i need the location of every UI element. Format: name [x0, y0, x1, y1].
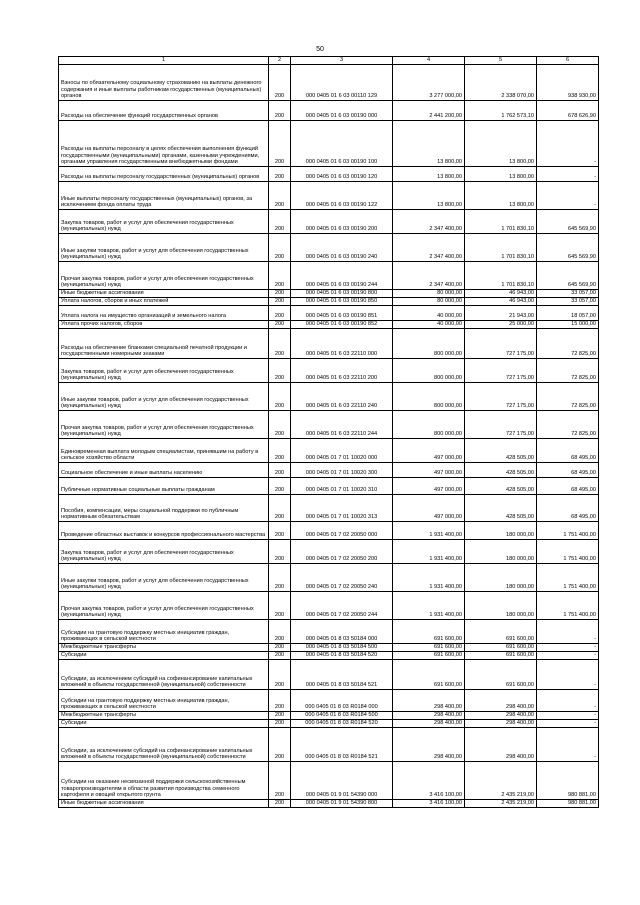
budget-code-cell: 000 0405 01 8 03 R0184 521 — [291, 728, 393, 762]
table-row — [59, 290, 599, 298]
column-header: 6 — [537, 57, 599, 65]
executed-amount-cell: 428 505,00 — [465, 463, 537, 478]
budget-code-cell: 000 0405 01 8 03 50184 520 — [291, 652, 393, 660]
approved-amount-cell: 1 931 400,00 — [393, 540, 465, 564]
line-code-cell: 200 — [269, 644, 291, 652]
line-code-cell: 200 — [269, 800, 291, 808]
remaining-amount-cell: 72 825,00 — [537, 329, 599, 359]
budget-code-cell: 000 0405 01 9 01 54390 800 — [291, 800, 393, 808]
row-name-cell: Межбюджетные трансферты — [59, 644, 269, 652]
row-name-cell: Расходы на обеспечение бланками специальной печатной продукции и государственными номерными знаками — [59, 329, 269, 359]
line-code-cell: 200 — [269, 540, 291, 564]
table-row — [59, 690, 599, 712]
table-row — [59, 522, 599, 540]
budget-code-cell: 000 0405 01 6 03 00190 851 — [291, 306, 393, 321]
row-name-cell: Прочая закупка товаров, работ и услуг для обеспечения государственных (муниципальных) нужд — [59, 411, 269, 439]
executed-amount-cell: 2 435 219,00 — [465, 762, 537, 800]
line-code-cell: 200 — [269, 306, 291, 321]
row-name-cell: Закупка товаров, работ и услуг для обеспечения государственных (муниципальных) нужд — [59, 540, 269, 564]
remaining-amount-cell: - — [537, 712, 599, 720]
executed-amount-cell: 691 600,00 — [465, 644, 537, 652]
line-code-cell: 200 — [269, 411, 291, 439]
approved-amount-cell: 298 400,00 — [393, 712, 465, 720]
table-header-row — [59, 57, 599, 65]
approved-amount-cell: 691 600,00 — [393, 660, 465, 690]
column-header: 4 — [393, 57, 465, 65]
budget-code-cell: 000 0405 01 6 03 22110 240 — [291, 383, 393, 411]
table-row — [59, 720, 599, 728]
row-name-cell: Иные закупки товаров, работ и услуг для обеспечения государственных (муниципальных) нужд — [59, 383, 269, 411]
table-row — [59, 762, 599, 800]
line-code-cell: 200 — [269, 495, 291, 522]
remaining-amount-cell: 645 569,90 — [537, 262, 599, 290]
remaining-amount-cell: 678 626,90 — [537, 101, 599, 121]
budget-code-cell: 000 0405 01 7 02 20050 244 — [291, 592, 393, 620]
budget-code-cell: 000 0405 01 8 03 R0184 520 — [291, 720, 393, 728]
executed-amount-cell: 21 943,00 — [465, 306, 537, 321]
remaining-amount-cell: - — [537, 182, 599, 210]
executed-amount-cell: 2 338 070,00 — [465, 65, 537, 101]
executed-amount-cell: 1 701 830,10 — [465, 234, 537, 262]
row-name-cell: Иные бюджетные ассигнования — [59, 800, 269, 808]
page-number: 50 — [316, 46, 324, 53]
line-code-cell: 200 — [269, 182, 291, 210]
budget-code-cell: 000 0405 01 8 03 50184 500 — [291, 644, 393, 652]
budget-code-cell: 000 0405 01 6 03 00190 240 — [291, 234, 393, 262]
approved-amount-cell: 2 347 400,00 — [393, 262, 465, 290]
approved-amount-cell: 80 000,00 — [393, 290, 465, 298]
approved-amount-cell: 497 000,00 — [393, 495, 465, 522]
remaining-amount-cell: 68 495,00 — [537, 463, 599, 478]
executed-amount-cell: 727 175,00 — [465, 359, 537, 383]
row-name-cell: Иные выплаты персоналу государственных (муниципальных) органов, за исключением фонда оплаты труда — [59, 182, 269, 210]
line-code-cell: 200 — [269, 439, 291, 463]
table-row — [59, 712, 599, 720]
remaining-amount-cell: 1 751 400,00 — [537, 592, 599, 620]
executed-amount-cell: 180 000,00 — [465, 522, 537, 540]
approved-amount-cell: 800 000,00 — [393, 359, 465, 383]
row-name-cell: Уплата налога на имущество организаций и земельного налога — [59, 306, 269, 321]
row-name-cell: Проведение областных выставок и конкурсов профессионального мастерства — [59, 522, 269, 540]
remaining-amount-cell: 72 825,00 — [537, 411, 599, 439]
row-name-cell: Субсидии на оказание несвязанной поддержки сельскохозяйственным товаропроизводителям в области развития производства семенного картофеля и овощей открытого грунта — [59, 762, 269, 800]
executed-amount-cell: 691 600,00 — [465, 652, 537, 660]
executed-amount-cell: 1 701 830,10 — [465, 262, 537, 290]
table-row — [59, 644, 599, 652]
table-row — [59, 592, 599, 620]
line-code-cell: 200 — [269, 690, 291, 712]
line-code-cell: 200 — [269, 620, 291, 644]
table-row — [59, 210, 599, 234]
row-name-cell: Субсидии — [59, 652, 269, 660]
line-code-cell: 200 — [269, 167, 291, 182]
table-row — [59, 182, 599, 210]
executed-amount-cell: 298 400,00 — [465, 728, 537, 762]
line-code-cell: 200 — [269, 321, 291, 329]
budget-code-cell: 000 0405 01 6 03 00190 100 — [291, 121, 393, 167]
budget-code-cell: 000 0405 01 6 03 00190 852 — [291, 321, 393, 329]
remaining-amount-cell: 68 495,00 — [537, 439, 599, 463]
executed-amount-cell: 428 505,00 — [465, 439, 537, 463]
table-row — [59, 660, 599, 690]
remaining-amount-cell: 72 825,00 — [537, 359, 599, 383]
approved-amount-cell: 298 400,00 — [393, 728, 465, 762]
table-row — [59, 234, 599, 262]
approved-amount-cell: 691 600,00 — [393, 652, 465, 660]
table-row — [59, 463, 599, 478]
row-name-cell: Расходы на обеспечение функций государственных органов — [59, 101, 269, 121]
column-header: 1 — [59, 57, 269, 65]
approved-amount-cell: 800 000,00 — [393, 411, 465, 439]
budget-code-cell: 000 0405 01 8 03 50184 000 — [291, 620, 393, 644]
budget-code-cell: 000 0405 01 6 03 22110 244 — [291, 411, 393, 439]
budget-code-cell: 000 0405 01 6 03 00190 800 — [291, 290, 393, 298]
row-name-cell: Пособия, компенсации, меры социальной поддержки по публичным нормативным обязательствам — [59, 495, 269, 522]
row-name-cell: Иные бюджетные ассигнования — [59, 290, 269, 298]
remaining-amount-cell: - — [537, 167, 599, 182]
budget-code-cell: 000 0405 01 9 01 54390 000 — [291, 762, 393, 800]
line-code-cell: 200 — [269, 383, 291, 411]
approved-amount-cell: 40 000,00 — [393, 321, 465, 329]
approved-amount-cell: 13 800,00 — [393, 121, 465, 167]
budget-code-cell: 000 0405 01 6 03 00190 000 — [291, 101, 393, 121]
executed-amount-cell: 428 505,00 — [465, 495, 537, 522]
remaining-amount-cell: 938 930,00 — [537, 65, 599, 101]
line-code-cell: 200 — [269, 564, 291, 592]
table-row — [59, 495, 599, 522]
remaining-amount-cell: 68 495,00 — [537, 478, 599, 495]
executed-amount-cell: 727 175,00 — [465, 383, 537, 411]
line-code-cell: 200 — [269, 522, 291, 540]
line-code-cell: 200 — [269, 660, 291, 690]
row-name-cell: Субсидии на грантовую поддержку местных инициатив граждан, проживающих в сельской местности — [59, 620, 269, 644]
executed-amount-cell: 691 600,00 — [465, 620, 537, 644]
budget-code-cell: 000 0405 01 7 01 10020 300 — [291, 463, 393, 478]
remaining-amount-cell: 1 751 400,00 — [537, 564, 599, 592]
remaining-amount-cell: 68 495,00 — [537, 495, 599, 522]
row-name-cell: Публичные нормативные социальные выплаты гражданам — [59, 478, 269, 495]
approved-amount-cell: 3 416 100,00 — [393, 762, 465, 800]
table-row — [59, 411, 599, 439]
row-name-cell: Иные закупки товаров, работ и услуг для обеспечения государственных (муниципальных) нужд — [59, 234, 269, 262]
table-row — [59, 540, 599, 564]
table-row — [59, 101, 599, 121]
remaining-amount-cell: 645 569,90 — [537, 234, 599, 262]
budget-code-cell: 000 0405 01 6 03 00190 122 — [291, 182, 393, 210]
budget-code-cell: 000 0405 01 7 02 20050 200 — [291, 540, 393, 564]
table-body — [59, 65, 599, 808]
row-name-cell: Межбюджетные трансферты — [59, 712, 269, 720]
table-row — [59, 652, 599, 660]
row-name-cell: Прочая закупка товаров, работ и услуг для обеспечения государственных (муниципальных) нужд — [59, 262, 269, 290]
remaining-amount-cell: 1 751 400,00 — [537, 522, 599, 540]
table-row — [59, 478, 599, 495]
approved-amount-cell: 3 416 100,00 — [393, 800, 465, 808]
approved-amount-cell: 497 000,00 — [393, 439, 465, 463]
row-name-cell: Единовременная выплата молодым специалистам, принявшим на работу в сельское хозяйство области — [59, 439, 269, 463]
row-name-cell: Иные закупки товаров, работ и услуг для обеспечения государственных (муниципальных) нужд — [59, 564, 269, 592]
budget-code-cell: 000 0405 01 7 01 10020 000 — [291, 439, 393, 463]
column-header: 3 — [291, 57, 393, 65]
budget-code-cell: 000 0405 01 7 01 10020 310 — [291, 478, 393, 495]
budget-code-cell: 000 0405 01 8 03 R0184 500 — [291, 712, 393, 720]
approved-amount-cell: 691 600,00 — [393, 644, 465, 652]
column-header: 5 — [465, 57, 537, 65]
approved-amount-cell: 13 800,00 — [393, 182, 465, 210]
row-name-cell: Субсидии на грантовую поддержку местных инициатив граждан, проживающих в сельской местности — [59, 690, 269, 712]
row-name-cell: Закупка товаров, работ и услуг для обеспечения государственных (муниципальных) нужд — [59, 359, 269, 383]
line-code-cell: 200 — [269, 728, 291, 762]
row-name-cell: Социальное обеспечение и иные выплаты населению — [59, 463, 269, 478]
approved-amount-cell: 2 441 200,00 — [393, 101, 465, 121]
table-row — [59, 321, 599, 329]
executed-amount-cell: 180 000,00 — [465, 592, 537, 620]
table-row — [59, 620, 599, 644]
remaining-amount-cell: 33 057,00 — [537, 298, 599, 306]
executed-amount-cell: 428 505,00 — [465, 478, 537, 495]
row-name-cell: Уплата прочих налогов, сборов — [59, 321, 269, 329]
row-name-cell: Субсидии, за исключением субсидий на софинансирование капитальных вложений в объекты государственной (муниципальной) собственности — [59, 660, 269, 690]
remaining-amount-cell: - — [537, 652, 599, 660]
row-name-cell: Расходы на выплаты персоналу государственных (муниципальных) органов — [59, 167, 269, 182]
line-code-cell: 200 — [269, 121, 291, 167]
executed-amount-cell: 180 000,00 — [465, 564, 537, 592]
executed-amount-cell: 727 175,00 — [465, 411, 537, 439]
line-code-cell: 200 — [269, 329, 291, 359]
executed-amount-cell: 2 435 219,00 — [465, 800, 537, 808]
line-code-cell: 200 — [269, 478, 291, 495]
row-name-cell: Субсидии, за исключением субсидий на софинансирование капитальных вложений в объекты государственной (муниципальной) собственности — [59, 728, 269, 762]
line-code-cell: 200 — [269, 463, 291, 478]
table-row — [59, 121, 599, 167]
row-name-cell: Закупка товаров, работ и услуг для обеспечения государственных (муниципальных) нужд — [59, 210, 269, 234]
line-code-cell: 200 — [269, 262, 291, 290]
approved-amount-cell: 1 931 400,00 — [393, 564, 465, 592]
table-row — [59, 564, 599, 592]
column-header: 2 — [269, 57, 291, 65]
remaining-amount-cell: - — [537, 720, 599, 728]
executed-amount-cell: 13 800,00 — [465, 182, 537, 210]
line-code-cell: 200 — [269, 101, 291, 121]
budget-code-cell: 000 0405 01 7 02 20050 240 — [291, 564, 393, 592]
line-code-cell: 200 — [269, 298, 291, 306]
executed-amount-cell: 46 943,00 — [465, 298, 537, 306]
budget-code-cell: 000 0405 01 6 03 00190 850 — [291, 298, 393, 306]
remaining-amount-cell: 18 057,00 — [537, 306, 599, 321]
line-code-cell: 200 — [269, 592, 291, 620]
executed-amount-cell: 25 000,00 — [465, 321, 537, 329]
budget-code-cell: 000 0405 01 8 03 50184 521 — [291, 660, 393, 690]
row-name-cell: Субсидии — [59, 720, 269, 728]
executed-amount-cell: 727 175,00 — [465, 329, 537, 359]
row-name-cell: Взносы по обязательному социальному страхованию на выплаты денежного содержания и иные выплаты работникам государственных (муниципальных) органов — [59, 65, 269, 101]
budget-code-cell: 000 0405 01 6 03 00190 120 — [291, 167, 393, 182]
budget-code-cell: 000 0405 01 6 03 22110 000 — [291, 329, 393, 359]
table-row — [59, 167, 599, 182]
table-row — [59, 262, 599, 290]
table-row — [59, 383, 599, 411]
table-row — [59, 439, 599, 463]
approved-amount-cell: 691 600,00 — [393, 620, 465, 644]
approved-amount-cell: 800 000,00 — [393, 383, 465, 411]
remaining-amount-cell: - — [537, 660, 599, 690]
remaining-amount-cell: - — [537, 690, 599, 712]
approved-amount-cell: 1 931 400,00 — [393, 592, 465, 620]
approved-amount-cell: 497 000,00 — [393, 478, 465, 495]
approved-amount-cell: 2 347 400,00 — [393, 210, 465, 234]
table-row — [59, 298, 599, 306]
table-row — [59, 65, 599, 101]
table-row — [59, 728, 599, 762]
executed-amount-cell: 298 400,00 — [465, 720, 537, 728]
remaining-amount-cell: - — [537, 620, 599, 644]
row-name-cell: Уплата налогов, сборов и иных платежей — [59, 298, 269, 306]
executed-amount-cell: 298 400,00 — [465, 690, 537, 712]
line-code-cell: 200 — [269, 210, 291, 234]
line-code-cell: 200 — [269, 762, 291, 800]
line-code-cell: 200 — [269, 712, 291, 720]
remaining-amount-cell: 980 881,00 — [537, 762, 599, 800]
budget-code-cell: 000 0405 01 6 03 00190 200 — [291, 210, 393, 234]
budget-table — [58, 56, 599, 808]
budget-code-cell: 000 0405 01 6 03 22110 200 — [291, 359, 393, 383]
row-name-cell: Расходы на выплаты персоналу в целях обеспечения выполнения функций государственными (муниципальными) органами, казенными учреждениями, органами управления государственными внебюджетными фондами — [59, 121, 269, 167]
budget-code-cell: 000 0405 01 7 01 10020 313 — [291, 495, 393, 522]
line-code-cell: 200 — [269, 290, 291, 298]
executed-amount-cell: 691 600,00 — [465, 660, 537, 690]
executed-amount-cell: 298 400,00 — [465, 712, 537, 720]
remaining-amount-cell: 1 751 400,00 — [537, 540, 599, 564]
budget-code-cell: 000 0405 01 6 03 00190 244 — [291, 262, 393, 290]
remaining-amount-cell: - — [537, 644, 599, 652]
executed-amount-cell: 180 000,00 — [465, 540, 537, 564]
table-row — [59, 306, 599, 321]
approved-amount-cell: 800 000,00 — [393, 329, 465, 359]
budget-code-cell: 000 0405 01 6 03 00110 129 — [291, 65, 393, 101]
table-row — [59, 800, 599, 808]
approved-amount-cell: 497 000,00 — [393, 463, 465, 478]
executed-amount-cell: 46 943,00 — [465, 290, 537, 298]
approved-amount-cell: 2 347 400,00 — [393, 234, 465, 262]
budget-code-cell: 000 0405 01 7 02 20050 000 — [291, 522, 393, 540]
remaining-amount-cell: 15 000,00 — [537, 321, 599, 329]
line-code-cell: 200 — [269, 720, 291, 728]
approved-amount-cell: 3 277 000,00 — [393, 65, 465, 101]
approved-amount-cell: 298 400,00 — [393, 720, 465, 728]
budget-code-cell: 000 0405 01 8 03 R0184 000 — [291, 690, 393, 712]
table-row — [59, 359, 599, 383]
table-row — [59, 329, 599, 359]
approved-amount-cell: 13 800,00 — [393, 167, 465, 182]
approved-amount-cell: 1 931 400,00 — [393, 522, 465, 540]
remaining-amount-cell: 645 569,90 — [537, 210, 599, 234]
remaining-amount-cell: - — [537, 728, 599, 762]
executed-amount-cell: 1 701 830,10 — [465, 210, 537, 234]
line-code-cell: 200 — [269, 234, 291, 262]
row-name-cell: Прочая закупка товаров, работ и услуг для обеспечения государственных (муниципальных) нужд — [59, 592, 269, 620]
remaining-amount-cell: 72 825,00 — [537, 383, 599, 411]
approved-amount-cell: 298 400,00 — [393, 690, 465, 712]
line-code-cell: 200 — [269, 359, 291, 383]
remaining-amount-cell: 33 057,00 — [537, 290, 599, 298]
executed-amount-cell: 13 800,00 — [465, 167, 537, 182]
approved-amount-cell: 40 000,00 — [393, 306, 465, 321]
line-code-cell: 200 — [269, 652, 291, 660]
remaining-amount-cell: - — [537, 121, 599, 167]
approved-amount-cell: 80 000,00 — [393, 298, 465, 306]
line-code-cell: 200 — [269, 65, 291, 101]
executed-amount-cell: 1 762 573,10 — [465, 101, 537, 121]
executed-amount-cell: 13 800,00 — [465, 121, 537, 167]
remaining-amount-cell: 980 881,00 — [537, 800, 599, 808]
